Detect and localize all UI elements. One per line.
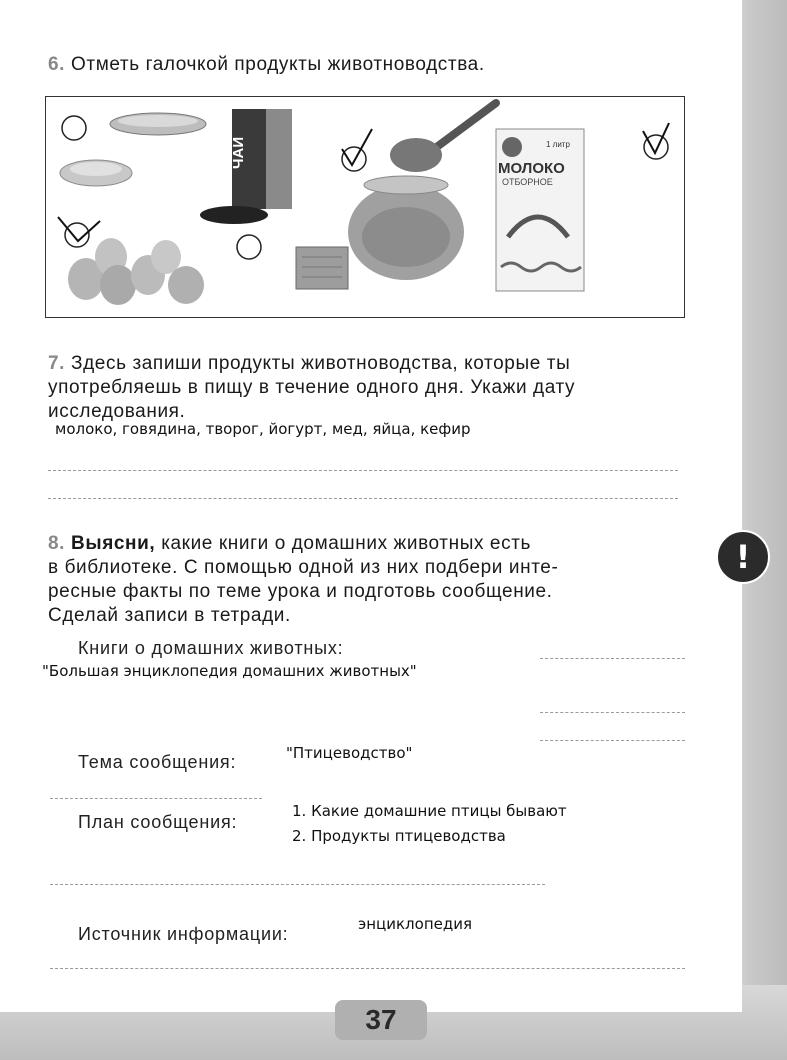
task7-line3: исследования. xyxy=(48,401,186,422)
topic-answer[interactable]: "Птицеводство" xyxy=(286,744,413,762)
task6-text: Отметь галочкой продукты животноводства. xyxy=(71,54,485,75)
task8-line2: в библиотеке. С помощью одной из них подбери инте- xyxy=(48,557,559,578)
checkbox-circle-rice xyxy=(62,116,86,140)
task8-line1 xyxy=(48,532,531,555)
task8-bold-word: Выясни, xyxy=(71,533,156,554)
checkbox-circle-honey-checked xyxy=(342,129,372,171)
answer-rule xyxy=(50,968,685,969)
products-picture-box xyxy=(45,96,685,318)
answer-rule xyxy=(48,470,678,471)
task6-number: 6. xyxy=(48,54,66,75)
task7-answer[interactable]: молоко, говядина, творог, йогурт, мед, яйца, кефир xyxy=(55,420,471,438)
milk-brand-label: МОЛОКО xyxy=(498,160,565,177)
eggs-image xyxy=(68,238,204,305)
answer-rule xyxy=(50,884,545,885)
honey-pot-image xyxy=(348,103,496,280)
answer-rule xyxy=(50,798,262,799)
books-label: Книги о домашних животных: xyxy=(78,638,344,658)
tea-box-label: ЧАЙ xyxy=(230,136,247,169)
rice-plate-image xyxy=(110,113,206,135)
checkbox-circle-eggs-checked xyxy=(58,217,100,247)
books-answer[interactable]: "Большая энциклопедия домашних животных" xyxy=(42,662,417,680)
task7-line1 xyxy=(48,352,570,375)
source-label: Источник информации: xyxy=(78,924,289,944)
task8-line3: ресные факты по теме урока и подготовь сообщение. xyxy=(48,581,553,602)
source-answer[interactable]: энциклопедия xyxy=(358,915,473,933)
honeycomb-image xyxy=(296,247,348,289)
checkbox-circle-tea xyxy=(237,235,261,259)
plan-label: План сообщения: xyxy=(78,812,238,832)
oat-pile-image xyxy=(60,160,132,186)
answer-rule xyxy=(540,740,685,741)
plan-item-1[interactable]: 1. Какие домашние птицы бывают xyxy=(292,802,567,820)
products-illustration xyxy=(46,97,684,317)
topic-label: Тема сообщения: xyxy=(78,752,237,772)
task8-number: 8. xyxy=(48,533,66,554)
milk-sub-label: ОТБОРНОЕ xyxy=(502,177,553,187)
task8-line1-rest: какие книги о домашних животных есть xyxy=(161,533,532,554)
answer-rule xyxy=(48,498,678,499)
task8-line4: Сделай записи в тетради. xyxy=(48,605,291,626)
task7-number: 7. xyxy=(48,353,66,374)
task7-line2: употребляешь в пищу в течение одного дня. Укажи дату xyxy=(48,377,576,398)
exclamation-badge-icon: ! xyxy=(716,530,770,584)
plan-item-2[interactable]: 2. Продукты птицеводства xyxy=(292,827,506,845)
answer-rule xyxy=(540,658,685,659)
page-number: 37 xyxy=(335,1000,427,1040)
tea-box-image xyxy=(200,109,292,224)
task7-text-line1: Здесь запиши продукты животноводства, которые ты xyxy=(71,353,571,374)
answer-rule xyxy=(540,712,685,713)
task6-heading xyxy=(48,53,485,76)
checkbox-circle-milk-checked xyxy=(643,123,669,159)
milk-carton-image xyxy=(496,129,584,291)
milk-volume-label: 1 литр xyxy=(546,140,570,149)
